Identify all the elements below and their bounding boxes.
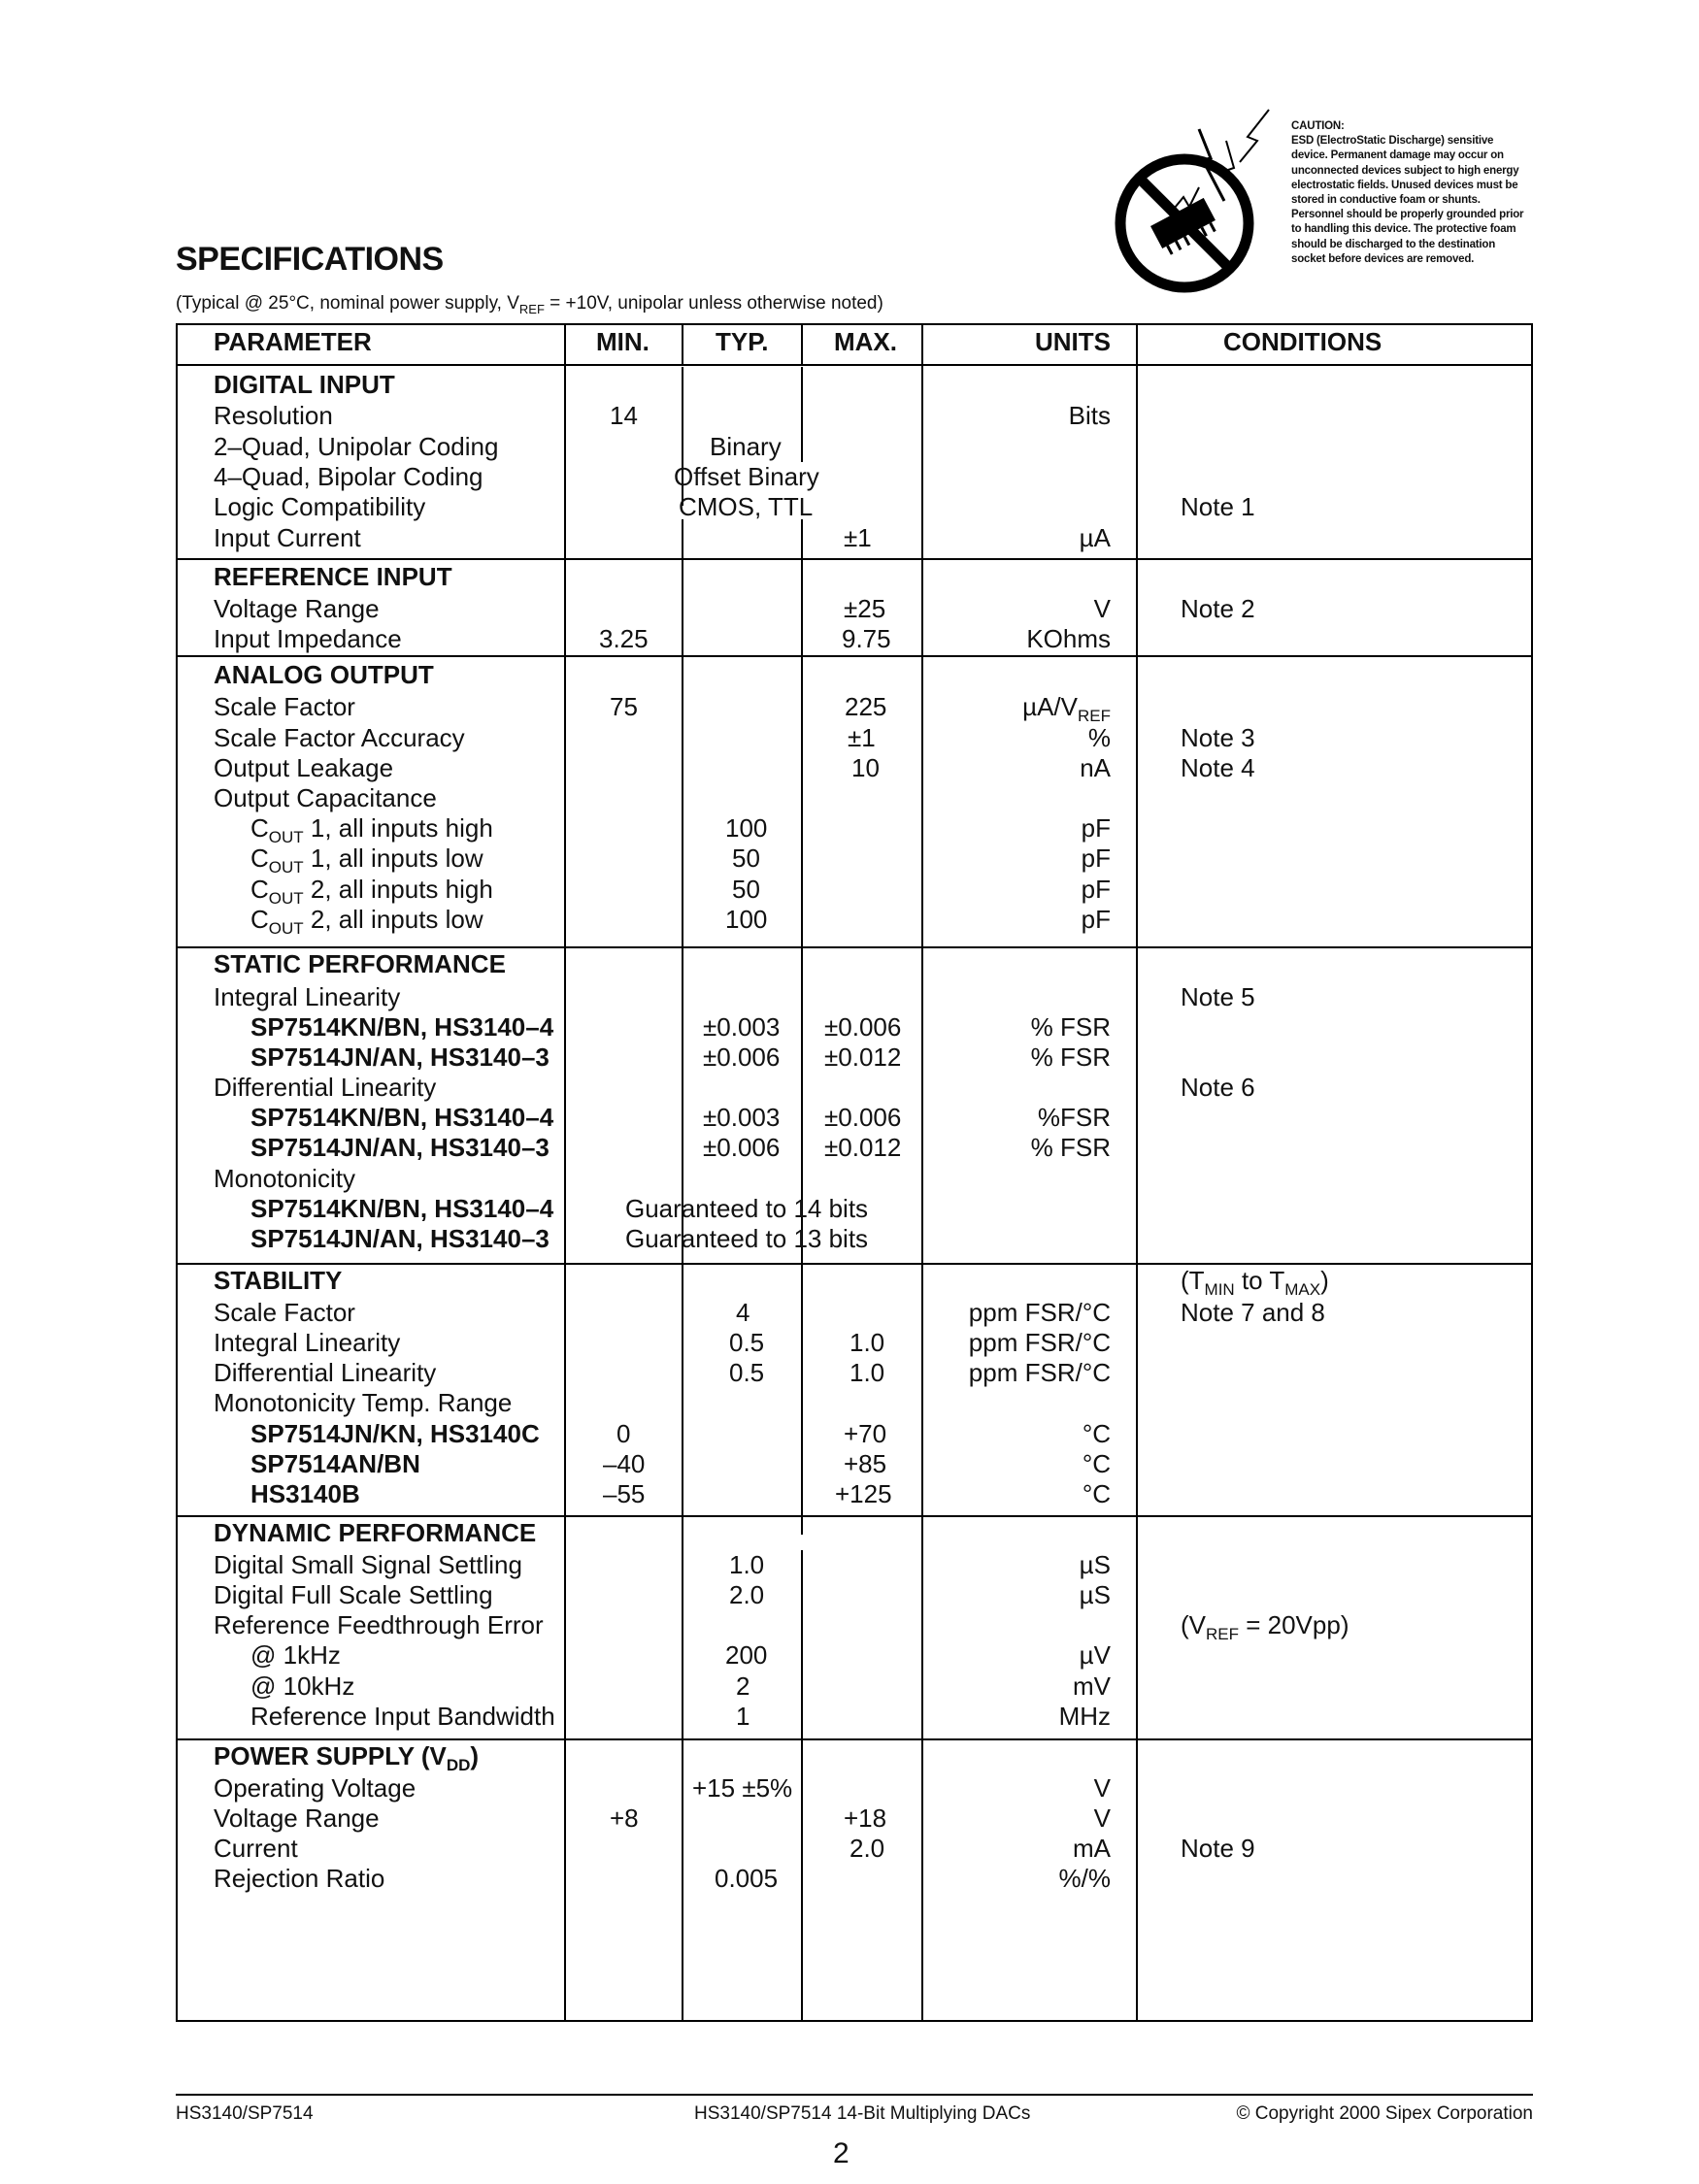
stab-scale-factor-typ: 4 bbox=[736, 1298, 750, 1327]
small-signal-settling-units: µS bbox=[1079, 1550, 1111, 1579]
output-leakage-max: 10 bbox=[851, 753, 880, 782]
input-impedance-units: KOhms bbox=[1026, 624, 1111, 653]
input-impedance-min: 3.25 bbox=[599, 624, 649, 653]
section-power-supply: POWER SUPPLY $(V_{DD})$ bbox=[214, 1741, 480, 1774]
row-temp-hs3140b: HS3140B bbox=[250, 1479, 360, 1508]
cout1-low-typ: 50 bbox=[732, 844, 760, 873]
scale-factor-accuracy-max: ±1 bbox=[848, 723, 876, 752]
row-differential-linearity: Differential Linearity bbox=[214, 1073, 437, 1102]
bipolar-coding-typ: Offset Binary bbox=[674, 462, 819, 491]
row-10khz: @ 10kHz bbox=[250, 1671, 355, 1701]
temp-hs3140b-max: +125 bbox=[835, 1479, 892, 1508]
header-min: MIN. bbox=[596, 327, 650, 356]
logic-compatibility-cond: Note 1 bbox=[1181, 492, 1255, 521]
scale-factor-accuracy-cond: Note 3 bbox=[1181, 723, 1255, 752]
page-number: 2 bbox=[833, 2137, 850, 2169]
bandwidth-units: MHz bbox=[1058, 1702, 1111, 1731]
scale-factor-max: 225 bbox=[845, 692, 887, 721]
current-cond: Note 9 bbox=[1181, 1834, 1255, 1863]
row-unipolar-coding: 2–Quad, Unipolar Coding bbox=[214, 432, 499, 461]
row-monotonicity-temp-range: Monotonicity Temp. Range bbox=[214, 1388, 513, 1417]
cout1-low-units: pF bbox=[1081, 844, 1111, 873]
caution-line: socket before devices are removed. bbox=[1291, 252, 1475, 265]
il-kn-units: % FSR bbox=[1030, 1012, 1111, 1042]
temp-jn-kn-max: +70 bbox=[844, 1419, 887, 1448]
dl-kn-units: %FSR bbox=[1037, 1103, 1111, 1132]
row-cout2-low: $C_{OUT}$ 2, all inputs low bbox=[250, 905, 483, 938]
feedthrough-cond: $(V_{REF} = 20Vpp)$ bbox=[1181, 1610, 1349, 1643]
row-scale-factor: Scale Factor bbox=[214, 692, 355, 721]
temp-hs3140b-min: –55 bbox=[603, 1479, 646, 1508]
esd-caution-notice bbox=[1102, 102, 1539, 311]
1khz-units: µV bbox=[1079, 1640, 1111, 1670]
footer-center: HS3140/SP7514 14-Bit Multiplying DACs bbox=[694, 2103, 1031, 2124]
section-static-performance: STATIC PERFORMANCE bbox=[214, 949, 506, 978]
row-temp-an-bn: SP7514AN/BN bbox=[250, 1449, 420, 1478]
il-jn-max: ±0.012 bbox=[824, 1042, 902, 1072]
scale-factor-min: 75 bbox=[610, 692, 638, 721]
row-temp-jn-kn: SP7514JN/KN, HS3140C bbox=[250, 1419, 540, 1448]
row-integral-linearity: Integral Linearity bbox=[214, 982, 401, 1011]
section-stability: STABILITY bbox=[214, 1266, 343, 1295]
row-scale-factor-accuracy: Scale Factor Accuracy bbox=[214, 723, 465, 752]
10khz-typ: 2 bbox=[736, 1671, 750, 1701]
row-cout1-high: $C_{OUT}$ 1, all inputs high bbox=[250, 813, 493, 846]
stab-scale-factor-cond: Note 7 and 8 bbox=[1181, 1298, 1325, 1327]
specifications-table bbox=[176, 323, 1533, 2022]
row-current: Current bbox=[214, 1834, 298, 1863]
dl-kn-typ: ±0.003 bbox=[703, 1103, 781, 1132]
integral-linearity-cond: Note 5 bbox=[1181, 982, 1255, 1011]
header-max: MAX. bbox=[834, 327, 897, 356]
full-scale-settling-units: µS bbox=[1079, 1580, 1111, 1609]
scale-factor-units: $\mu A/V_{REF}$ bbox=[1022, 692, 1111, 725]
cout2-high-typ: 50 bbox=[732, 875, 760, 904]
section-analog-output: ANALOG OUTPUT bbox=[214, 660, 434, 689]
section-reference-input: REFERENCE INPUT bbox=[214, 562, 452, 591]
small-signal-settling-typ: 1.0 bbox=[729, 1550, 765, 1579]
dl-jn-typ: ±0.006 bbox=[703, 1133, 781, 1162]
input-current-units: µA bbox=[1079, 523, 1111, 552]
resolution-min: 14 bbox=[610, 401, 638, 430]
stab-il-max: 1.0 bbox=[850, 1328, 885, 1357]
caution-line: device. Permanent damage may occur on bbox=[1291, 149, 1504, 162]
cout2-high-units: pF bbox=[1081, 875, 1111, 904]
row-stab-differential-linearity: Differential Linearity bbox=[214, 1358, 437, 1387]
unipolar-coding-typ: Binary bbox=[710, 432, 782, 461]
cout1-high-typ: 100 bbox=[725, 813, 768, 843]
caution-line: should be discharged to the destination bbox=[1291, 238, 1496, 250]
caution-line: Personnel should be properly grounded prior bbox=[1291, 209, 1524, 221]
il-jn-units: % FSR bbox=[1030, 1042, 1111, 1072]
temp-an-bn-max: +85 bbox=[844, 1449, 887, 1478]
scale-factor-accuracy-units: % bbox=[1087, 723, 1111, 752]
input-impedance-max: 9.75 bbox=[842, 624, 891, 653]
row-cout1-low: $C_{OUT}$ 1, all inputs low bbox=[250, 844, 483, 877]
output-leakage-cond: Note 4 bbox=[1181, 753, 1255, 782]
row-small-signal-settling: Digital Small Signal Settling bbox=[214, 1550, 522, 1579]
section-dynamic-performance: DYNAMIC PERFORMANCE bbox=[214, 1518, 537, 1547]
stab-il-units: ppm FSR/°C bbox=[968, 1328, 1111, 1357]
temp-hs3140b-units: °C bbox=[1082, 1479, 1111, 1508]
current-units: mA bbox=[1073, 1834, 1111, 1863]
stab-il-typ: 0.5 bbox=[729, 1328, 765, 1357]
row-il-kn: SP7514KN/BN, HS3140–4 bbox=[250, 1012, 554, 1042]
row-bipolar-coding: 4–Quad, Bipolar Coding bbox=[214, 462, 483, 491]
operating-voltage-typ: +15 ±5% bbox=[692, 1773, 793, 1803]
stab-dl-max: 1.0 bbox=[850, 1358, 885, 1387]
row-resolution: Resolution bbox=[214, 401, 333, 430]
header-units: UNITS bbox=[1035, 327, 1111, 356]
il-kn-typ: ±0.003 bbox=[703, 1012, 781, 1042]
output-leakage-units: nA bbox=[1080, 753, 1111, 782]
1khz-typ: 200 bbox=[725, 1640, 768, 1670]
cout1-high-units: pF bbox=[1081, 813, 1111, 843]
row-full-scale-settling: Digital Full Scale Settling bbox=[214, 1580, 493, 1609]
row-mono-kn: SP7514KN/BN, HS3140–4 bbox=[250, 1194, 554, 1223]
caution-line: to handling this device. The protective foam bbox=[1291, 223, 1516, 236]
voltage-range-cond: Note 2 bbox=[1181, 594, 1255, 623]
ps-voltage-range-min: +8 bbox=[610, 1803, 639, 1833]
temp-jn-kn-units: °C bbox=[1082, 1419, 1111, 1448]
header-parameter: PARAMETER bbox=[214, 327, 372, 356]
dl-jn-units: % FSR bbox=[1030, 1133, 1111, 1162]
footer-left: HS3140/SP7514 bbox=[176, 2103, 314, 2124]
temp-an-bn-min: –40 bbox=[603, 1449, 646, 1478]
caution-text bbox=[1291, 119, 1553, 267]
row-output-leakage: Output Leakage bbox=[214, 753, 394, 782]
caution-line: CAUTION: bbox=[1291, 120, 1345, 132]
row-ps-voltage-range: Voltage Range bbox=[214, 1803, 380, 1833]
row-mono-jn: SP7514JN/AN, HS3140–3 bbox=[250, 1224, 550, 1253]
row-dl-jn: SP7514JN/AN, HS3140–3 bbox=[250, 1133, 550, 1162]
stab-dl-typ: 0.5 bbox=[729, 1358, 765, 1387]
caution-line: unconnected devices subject to high energy bbox=[1291, 164, 1519, 177]
dl-kn-max: ±0.006 bbox=[824, 1103, 902, 1132]
ps-voltage-range-units: V bbox=[1093, 1803, 1111, 1833]
10khz-units: mV bbox=[1073, 1671, 1111, 1701]
footer-right: © Copyright 2000 Sipex Corporation bbox=[1236, 2103, 1533, 2124]
caution-line: electrostatic fields. Unused devices must be bbox=[1291, 179, 1518, 191]
current-max: 2.0 bbox=[850, 1834, 885, 1863]
cout2-low-typ: 100 bbox=[725, 905, 768, 934]
row-rejection-ratio: Rejection Ratio bbox=[214, 1864, 385, 1893]
input-current-max: ±1 bbox=[844, 523, 872, 552]
mono-kn-value: Guaranteed to 14 bits bbox=[625, 1194, 869, 1223]
row-il-jn: SP7514JN/AN, HS3140–3 bbox=[250, 1042, 550, 1072]
logic-compatibility-typ: CMOS, TTL bbox=[679, 492, 814, 521]
header-conditions: CONDITIONS bbox=[1223, 327, 1383, 356]
stability-temp-range-cond: ($T_{MIN}$ to $T_{MAX}$) bbox=[1181, 1266, 1329, 1299]
section-digital-input: DIGITAL INPUT bbox=[214, 370, 395, 399]
voltage-range-max: ±25 bbox=[844, 594, 886, 623]
row-operating-voltage: Operating Voltage bbox=[214, 1773, 416, 1803]
row-input-current: Input Current bbox=[214, 523, 361, 552]
row-output-capacitance: Output Capacitance bbox=[214, 783, 437, 812]
row-reference-feedthrough-error: Reference Feedthrough Error bbox=[214, 1610, 544, 1639]
row-cout2-high: $C_{OUT}$ 2, all inputs high bbox=[250, 875, 493, 908]
row-1khz: @ 1kHz bbox=[250, 1640, 341, 1670]
row-input-impedance: Input Impedance bbox=[214, 624, 402, 653]
row-logic-compatibility: Logic Compatibility bbox=[214, 492, 426, 521]
mono-jn-value: Guaranteed to 13 bits bbox=[625, 1224, 869, 1253]
row-monotonicity: Monotonicity bbox=[214, 1164, 355, 1193]
rejection-ratio-units: %/% bbox=[1058, 1864, 1111, 1893]
esd-warning-icon bbox=[1102, 102, 1296, 311]
row-reference-input-bandwidth: Reference Input Bandwidth bbox=[250, 1702, 555, 1731]
row-dl-kn: SP7514KN/BN, HS3140–4 bbox=[250, 1103, 554, 1132]
stab-dl-units: ppm FSR/°C bbox=[968, 1358, 1111, 1387]
stab-scale-factor-units: ppm FSR/°C bbox=[968, 1298, 1111, 1327]
temp-an-bn-units: °C bbox=[1082, 1449, 1111, 1478]
il-kn-max: ±0.006 bbox=[824, 1012, 902, 1042]
voltage-range-units: V bbox=[1093, 594, 1111, 623]
dl-jn-max: ±0.012 bbox=[824, 1133, 902, 1162]
header-typ: TYP. bbox=[716, 327, 769, 356]
row-stab-integral-linearity: Integral Linearity bbox=[214, 1328, 401, 1357]
rejection-ratio-typ: 0.005 bbox=[715, 1864, 779, 1893]
il-jn-typ: ±0.006 bbox=[703, 1042, 781, 1072]
ps-voltage-range-max: +18 bbox=[844, 1803, 887, 1833]
page-title: SPECIFICATIONS bbox=[176, 241, 444, 278]
full-scale-settling-typ: 2.0 bbox=[729, 1580, 765, 1609]
subtitle: (Typical @ 25°C, nominal power supply, $V_{REF} = +10V$, unipolar unless otherwise noted) bbox=[176, 293, 883, 316]
caution-line: stored in conductive foam or shunts. bbox=[1291, 194, 1481, 207]
resolution-units: Bits bbox=[1068, 401, 1111, 430]
operating-voltage-units: V bbox=[1093, 1773, 1111, 1803]
row-stab-scale-factor: Scale Factor bbox=[214, 1298, 355, 1327]
bandwidth-typ: 1 bbox=[736, 1702, 750, 1731]
cout2-low-units: pF bbox=[1081, 905, 1111, 934]
caution-line: ESD (ElectroStatic Discharge) sensitive bbox=[1291, 135, 1494, 148]
row-voltage-range: Voltage Range bbox=[214, 594, 380, 623]
footer-divider bbox=[176, 2094, 1533, 2096]
temp-jn-kn-min: 0 bbox=[616, 1419, 631, 1448]
differential-linearity-cond: Note 6 bbox=[1181, 1073, 1255, 1102]
